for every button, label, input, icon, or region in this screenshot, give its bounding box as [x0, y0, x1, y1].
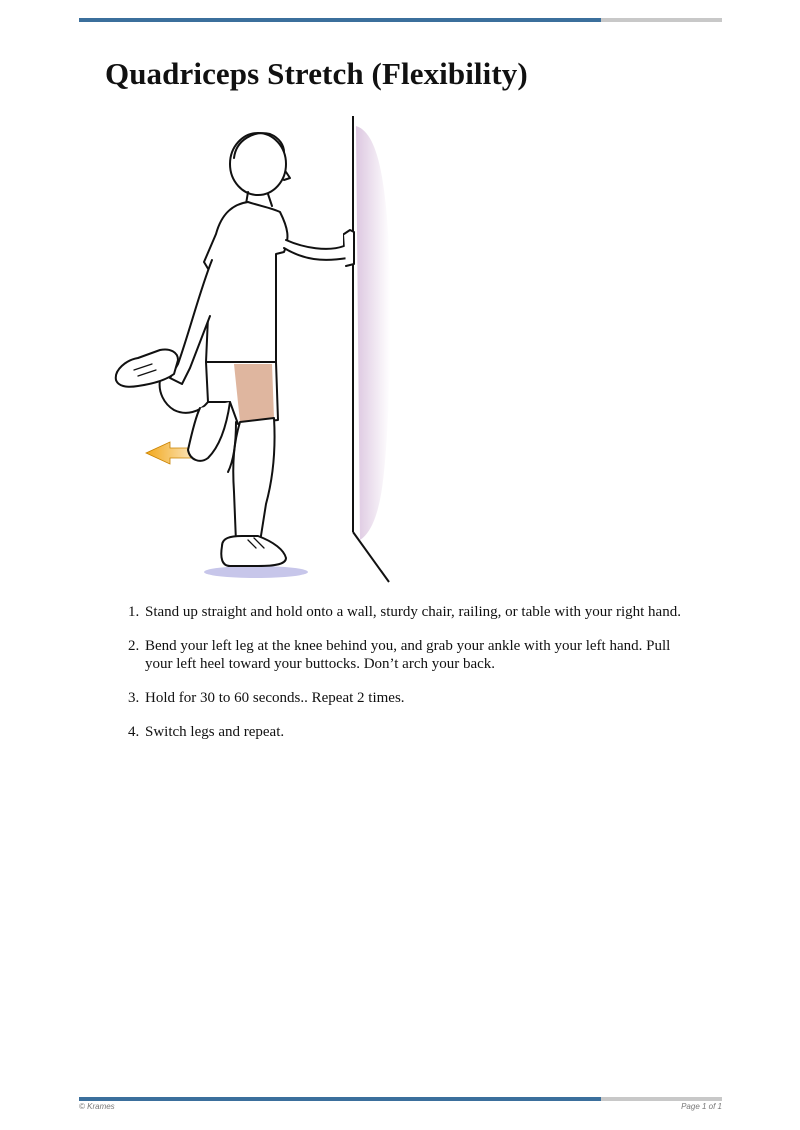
footer-copyright: © Krames: [79, 1102, 115, 1111]
header-rule-gray: [601, 18, 722, 22]
step-number: 1.: [128, 604, 140, 620]
page-title: Quadriceps Stretch (Flexibility): [105, 56, 528, 91]
step-text: Switch legs and repeat.: [145, 724, 285, 740]
wall: [353, 116, 390, 582]
list-item: [118, 603, 698, 621]
footer-page-number: Page 1 of 1: [681, 1102, 722, 1111]
step-text: Hold for 30 to 60 seconds.. Repeat 2 times.: [145, 690, 405, 706]
list-item: [118, 689, 698, 707]
instruction-list: [118, 603, 698, 757]
header-rule-blue: [79, 18, 601, 22]
step-number: 3.: [128, 690, 140, 706]
footer-rule: [79, 1097, 722, 1101]
step-number: 2.: [128, 638, 140, 654]
step-text: Bend your left leg at the knee behind you, and grab your ankle with your left hand. Pull your left heel toward your buttocks. Don’t arch your back.: [145, 638, 671, 672]
stretching-figure: [116, 133, 354, 566]
footer-rule-blue: [79, 1097, 601, 1101]
man-standing-quadriceps-stretch-icon: [108, 112, 408, 590]
header-rule: [79, 18, 722, 22]
floor-shadow: [204, 566, 308, 578]
list-item: [118, 637, 698, 673]
footer-rule-gray: [601, 1097, 722, 1101]
step-text: Stand up straight and hold onto a wall, sturdy chair, railing, or table with your right hand.: [145, 604, 681, 620]
step-number: 4.: [128, 724, 140, 740]
list-item: [118, 723, 698, 741]
